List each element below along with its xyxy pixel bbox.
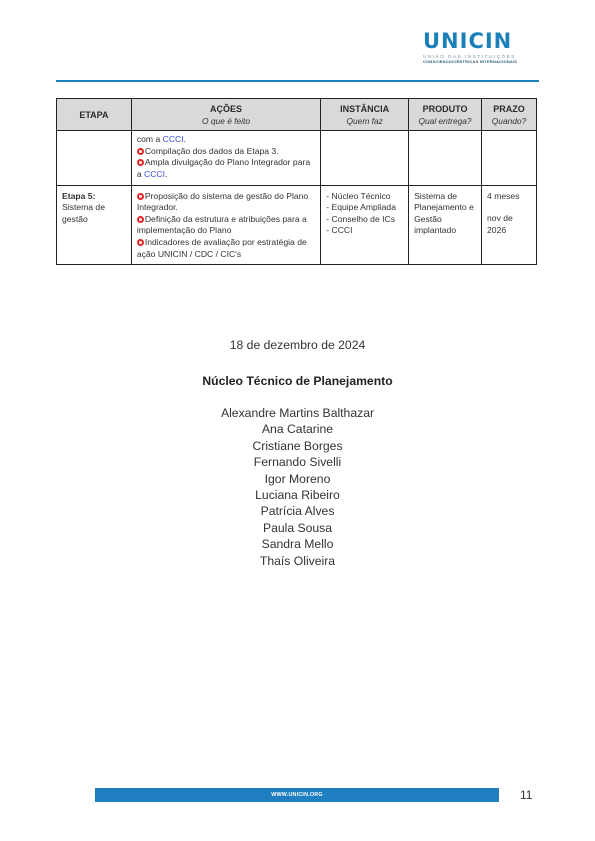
stage-name: Sistema de gestão — [62, 202, 105, 224]
list-item: Sandra Mello — [261, 537, 334, 552]
footer-bar — [95, 788, 499, 802]
col-subtitle: O que é feito — [202, 115, 251, 126]
cell-produto — [409, 131, 482, 185]
action-item — [137, 146, 315, 158]
action-text: Ampla divulgação do Plano Integrador para a — [136, 157, 311, 179]
list-item: Alexandre Martins Balthazar — [220, 406, 375, 420]
team-title: Núcleo Técnico de Planejamento — [202, 374, 393, 388]
logo-subtagline: CONSCIENCIOCÊNTRICAS INTERNACIONAIS — [423, 59, 518, 64]
text: . — [165, 168, 168, 179]
col-title: PRAZO — [493, 104, 525, 114]
list-item: Ana Catarine — [261, 422, 334, 437]
plan-table — [56, 98, 537, 265]
text: com a — [136, 134, 163, 145]
list-item: Fernando Sivelli — [253, 455, 342, 470]
cell-prazo — [482, 131, 537, 185]
unicin-logo — [423, 30, 533, 64]
table-row-stage5 — [57, 185, 537, 265]
col-header-prazo — [482, 99, 537, 131]
action-text: Indicadores de avaliação por estratégia de ação UNICIN / CDC / CIC's — [136, 236, 307, 259]
deadline-date: nov de 2026 — [487, 213, 513, 235]
list-item: Igor Moreno — [264, 471, 331, 486]
cell-prazo — [482, 185, 537, 265]
ccci-link[interactable]: CCCI — [162, 134, 184, 145]
col-header-etapa — [57, 99, 132, 131]
list-item: Cristiane Borges — [252, 438, 343, 453]
action-item — [137, 214, 315, 237]
col-header-produto — [409, 99, 482, 131]
cell-acoes — [131, 185, 320, 265]
cell-etapa — [57, 185, 132, 265]
list-item: Patrícia Alves — [260, 504, 335, 519]
cell-etapa — [57, 131, 132, 185]
page-number: 11 — [520, 788, 533, 802]
cell-produto — [409, 185, 482, 265]
red-circle-icon — [137, 216, 144, 223]
logo-tagline: UNIÃO DAS INSTITUIÇÕES — [423, 54, 516, 59]
cell-instancia — [321, 185, 409, 265]
instance-item: - Conselho de ICs — [326, 213, 396, 224]
cell-acoes — [131, 131, 320, 185]
list-item: Thaís Oliveira — [259, 553, 336, 568]
action-text: Definição da estrutura e atribuições para a implementação do Plano — [136, 213, 307, 236]
action-item — [137, 191, 315, 214]
list-item: Paula Sousa — [262, 520, 333, 535]
list-item: Luciana Ribeiro — [255, 488, 340, 503]
product-text: Sistema de Planejamento e Gestão implantado — [414, 190, 474, 236]
col-subtitle: Quando? — [491, 115, 527, 126]
ccci-link[interactable]: CCCI — [144, 168, 166, 179]
red-circle-icon — [137, 148, 144, 155]
instance-item: - CCCI — [326, 225, 353, 236]
red-circle-icon — [137, 193, 144, 200]
text: . — [183, 134, 187, 145]
red-circle-icon — [137, 159, 144, 166]
col-header-acoes — [131, 99, 320, 131]
header-divider — [56, 80, 539, 82]
action-text: Compilação dos dados da Etapa 3. — [144, 145, 279, 156]
table-row-continued — [57, 131, 537, 185]
col-title: PRODUTO — [422, 104, 468, 114]
document-date: 18 de dezembro de 2024 — [229, 338, 366, 352]
logo-wordmark: UNICIN — [423, 29, 513, 53]
action-line — [137, 134, 315, 146]
table-header-row — [57, 99, 537, 131]
deadline-duration: 4 meses — [487, 190, 520, 201]
cell-instancia — [321, 131, 409, 185]
col-header-instancia — [321, 99, 409, 131]
col-subtitle: Quem faz — [346, 115, 383, 126]
col-title: AÇÕES — [210, 104, 243, 114]
col-title: ETAPA — [79, 109, 109, 120]
stage-label: Etapa 5: — [62, 190, 96, 201]
instance-item: - Equipe Ampliada — [326, 202, 396, 213]
col-subtitle: Qual entrega? — [418, 115, 472, 126]
col-title: INSTÂNCIA — [340, 104, 390, 114]
action-text: Proposição do sistema de gestão do Plano Integrador. — [136, 190, 309, 213]
action-item — [137, 157, 315, 180]
red-circle-icon — [137, 239, 144, 246]
action-item — [137, 237, 315, 260]
footer-url-link[interactable]: WWW.UNICIN.ORG — [271, 792, 323, 798]
member-list — [0, 405, 595, 569]
instance-item: - Núcleo Técnico — [326, 190, 391, 201]
